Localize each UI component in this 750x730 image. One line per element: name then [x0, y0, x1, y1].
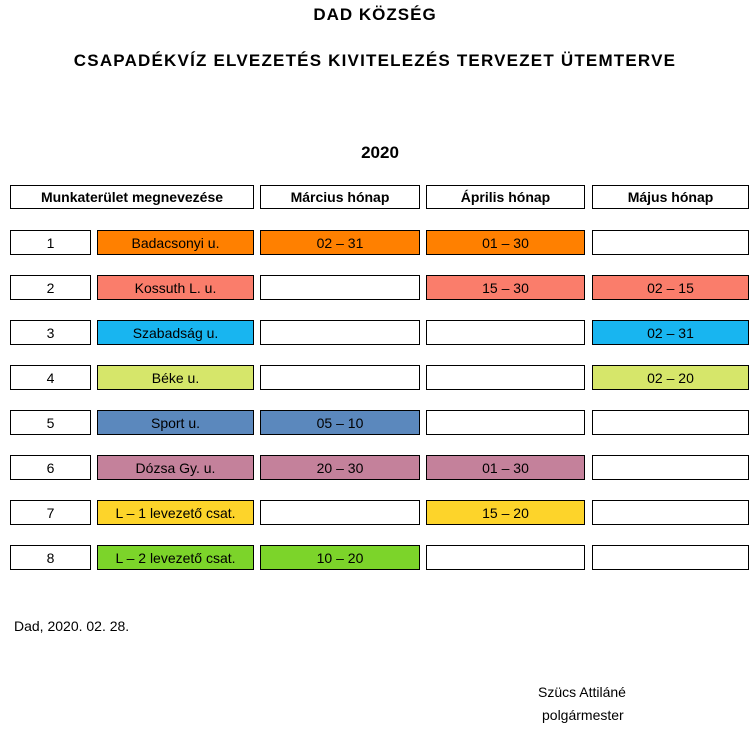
- cell-may: [592, 230, 749, 255]
- cell-april: [426, 320, 585, 345]
- header-march: Március hónap: [260, 185, 420, 209]
- work-area-name: Kossuth L. u.: [97, 275, 254, 300]
- cell-april: 01 – 30: [426, 455, 585, 480]
- cell-may: 02 – 15: [592, 275, 749, 300]
- work-area-name: Badacsonyi u.: [97, 230, 254, 255]
- row-number: 6: [10, 455, 91, 480]
- document-subtitle: CSAPADÉKVÍZ ELVEZETÉS KIVITELEZÉS TERVEZET ÜTEMTERVE: [73, 51, 677, 70]
- cell-april: [426, 410, 585, 435]
- cell-april: 15 – 20: [426, 500, 585, 525]
- cell-may: [592, 500, 749, 525]
- row-number: 7: [10, 500, 91, 525]
- cell-april: [426, 365, 585, 390]
- header-work-area: Munkaterület megnevezése: [10, 185, 254, 209]
- work-area-name: L – 1 levezető csat.: [97, 500, 254, 525]
- signature-role: polgármester: [542, 707, 624, 723]
- row-number: 3: [10, 320, 91, 345]
- cell-may: 02 – 20: [592, 365, 749, 390]
- work-area-name: Béke u.: [97, 365, 254, 390]
- year-label: 2020: [361, 143, 399, 162]
- header-may: Május hónap: [592, 185, 749, 209]
- cell-march: 05 – 10: [260, 410, 420, 435]
- header-april: Április hónap: [426, 185, 585, 209]
- row-number: 8: [10, 545, 91, 570]
- cell-may: [592, 545, 749, 570]
- cell-march: [260, 275, 420, 300]
- row-number: 1: [10, 230, 91, 255]
- cell-may: [592, 455, 749, 480]
- cell-march: 10 – 20: [260, 545, 420, 570]
- cell-march: 20 – 30: [260, 455, 420, 480]
- cell-april: 01 – 30: [426, 230, 585, 255]
- row-number: 2: [10, 275, 91, 300]
- cell-may: [592, 410, 749, 435]
- cell-april: 15 – 30: [426, 275, 585, 300]
- cell-april: [426, 545, 585, 570]
- cell-march: [260, 365, 420, 390]
- row-number: 5: [10, 410, 91, 435]
- work-area-name: Sport u.: [97, 410, 254, 435]
- cell-march: [260, 320, 420, 345]
- work-area-name: Dózsa Gy. u.: [97, 455, 254, 480]
- document-title: DAD KÖZSÉG: [313, 5, 437, 24]
- row-number: 4: [10, 365, 91, 390]
- cell-march: 02 – 31: [260, 230, 420, 255]
- work-area-name: L – 2 levezető csat.: [97, 545, 254, 570]
- cell-may: 02 – 31: [592, 320, 749, 345]
- cell-march: [260, 500, 420, 525]
- signature-name: Szücs Attiláné: [538, 684, 626, 700]
- work-area-name: Szabadság u.: [97, 320, 254, 345]
- date-line: Dad, 2020. 02. 28.: [14, 618, 130, 634]
